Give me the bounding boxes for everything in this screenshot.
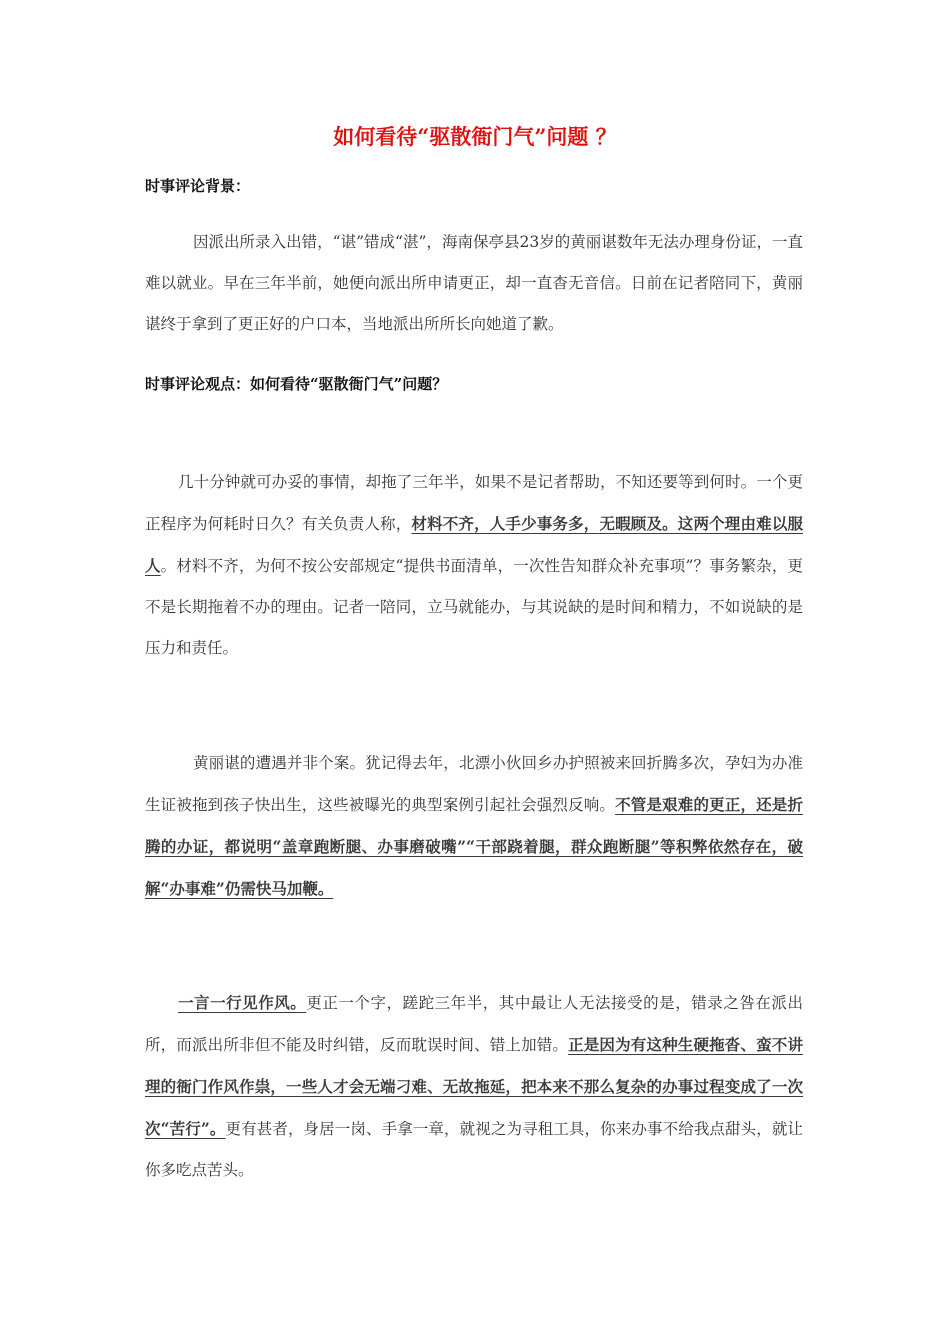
- paragraph-3-text-b: 更正一个字，蹉跎三年半，其中最让人无法接受的是，错录之咎在派出所，而派出所非但不能及时纠错，反而耽误时间、错上加错。: [145, 994, 803, 1054]
- viewpoint-heading: 时事评论观点：如何看待“驱散衙门气”问题？: [145, 375, 448, 393]
- paragraph-3-text-d: 更有甚者，身居一岗、手拿一章，就视之为寻租工具，你来办事不给我点甜头，就让你多吃点苦头。: [145, 1120, 803, 1179]
- paragraph-2-underlined: 不管是艰难的更正，还是折腾的办证，都说明“盖章跑断腿、办事磨破嘴”“干部跷着腿，群众跑断腿”等积弊依然存在，破解“办事难”仍需快马加鞭。: [145, 795, 803, 898]
- paragraph-3-underlined: 正是因为有这种生硬拖沓、蛮不讲理的衙门作风作祟，一些人才会无端刁难、无故拖延，把本来不那么复杂的办事过程变成了一次次“苦行”。: [145, 1035, 803, 1138]
- background-paragraph: 因派出所录入出错，“谌”错成“湛”，海南保亭县23岁的黄丽谌数年无法办理身份证，一直难以就业。早在三年半前，她便向派出所申请更正，却一直杳无音信。日前在记者陪同下，黄丽谌终于拿到了更正好的户口本，当地派出所所长向她道了歉。: [145, 233, 803, 333]
- paragraph-1-text-c: 。材料不齐，为何不按公安部规定“提供书面清单，一次性告知群众补充事项”？事务繁杂，更不是长期拖着不办的理由。记者一陪同，立马就能办，与其说缺的是时间和精力，不如说缺的是压力和责任。: [145, 557, 803, 657]
- paragraph-2-text-a: 黄丽谌的遭遇并非个案。犹记得去年，北漂小伙回乡办护照被来回折腾多次，孕妇为办准生证被拖到孩子快出生，这些被曝光的典型案例引起社会强烈反响。: [145, 754, 803, 814]
- page-title: 如何看待“驱散衙门气”问题 ？: [333, 124, 617, 149]
- paragraph-2: [145, 743, 803, 910]
- paragraph-1-text-a: 几十分钟就可办妥的事情，却拖了三年半，如果不是记者帮助，不知还要等到何时。一个更正程序为何耗时日久？有关负责人称，: [145, 473, 803, 533]
- background-heading: 时事评论背景：: [145, 177, 251, 195]
- paragraph-3-lead: 一言一行见作风。: [178, 993, 307, 1012]
- paragraph-3: [145, 982, 803, 1191]
- paragraph-1: [145, 462, 803, 669]
- paragraph-1-underlined: 材料不齐，人手少事务多，无暇顾及。这两个理由难以服人: [145, 514, 803, 575]
